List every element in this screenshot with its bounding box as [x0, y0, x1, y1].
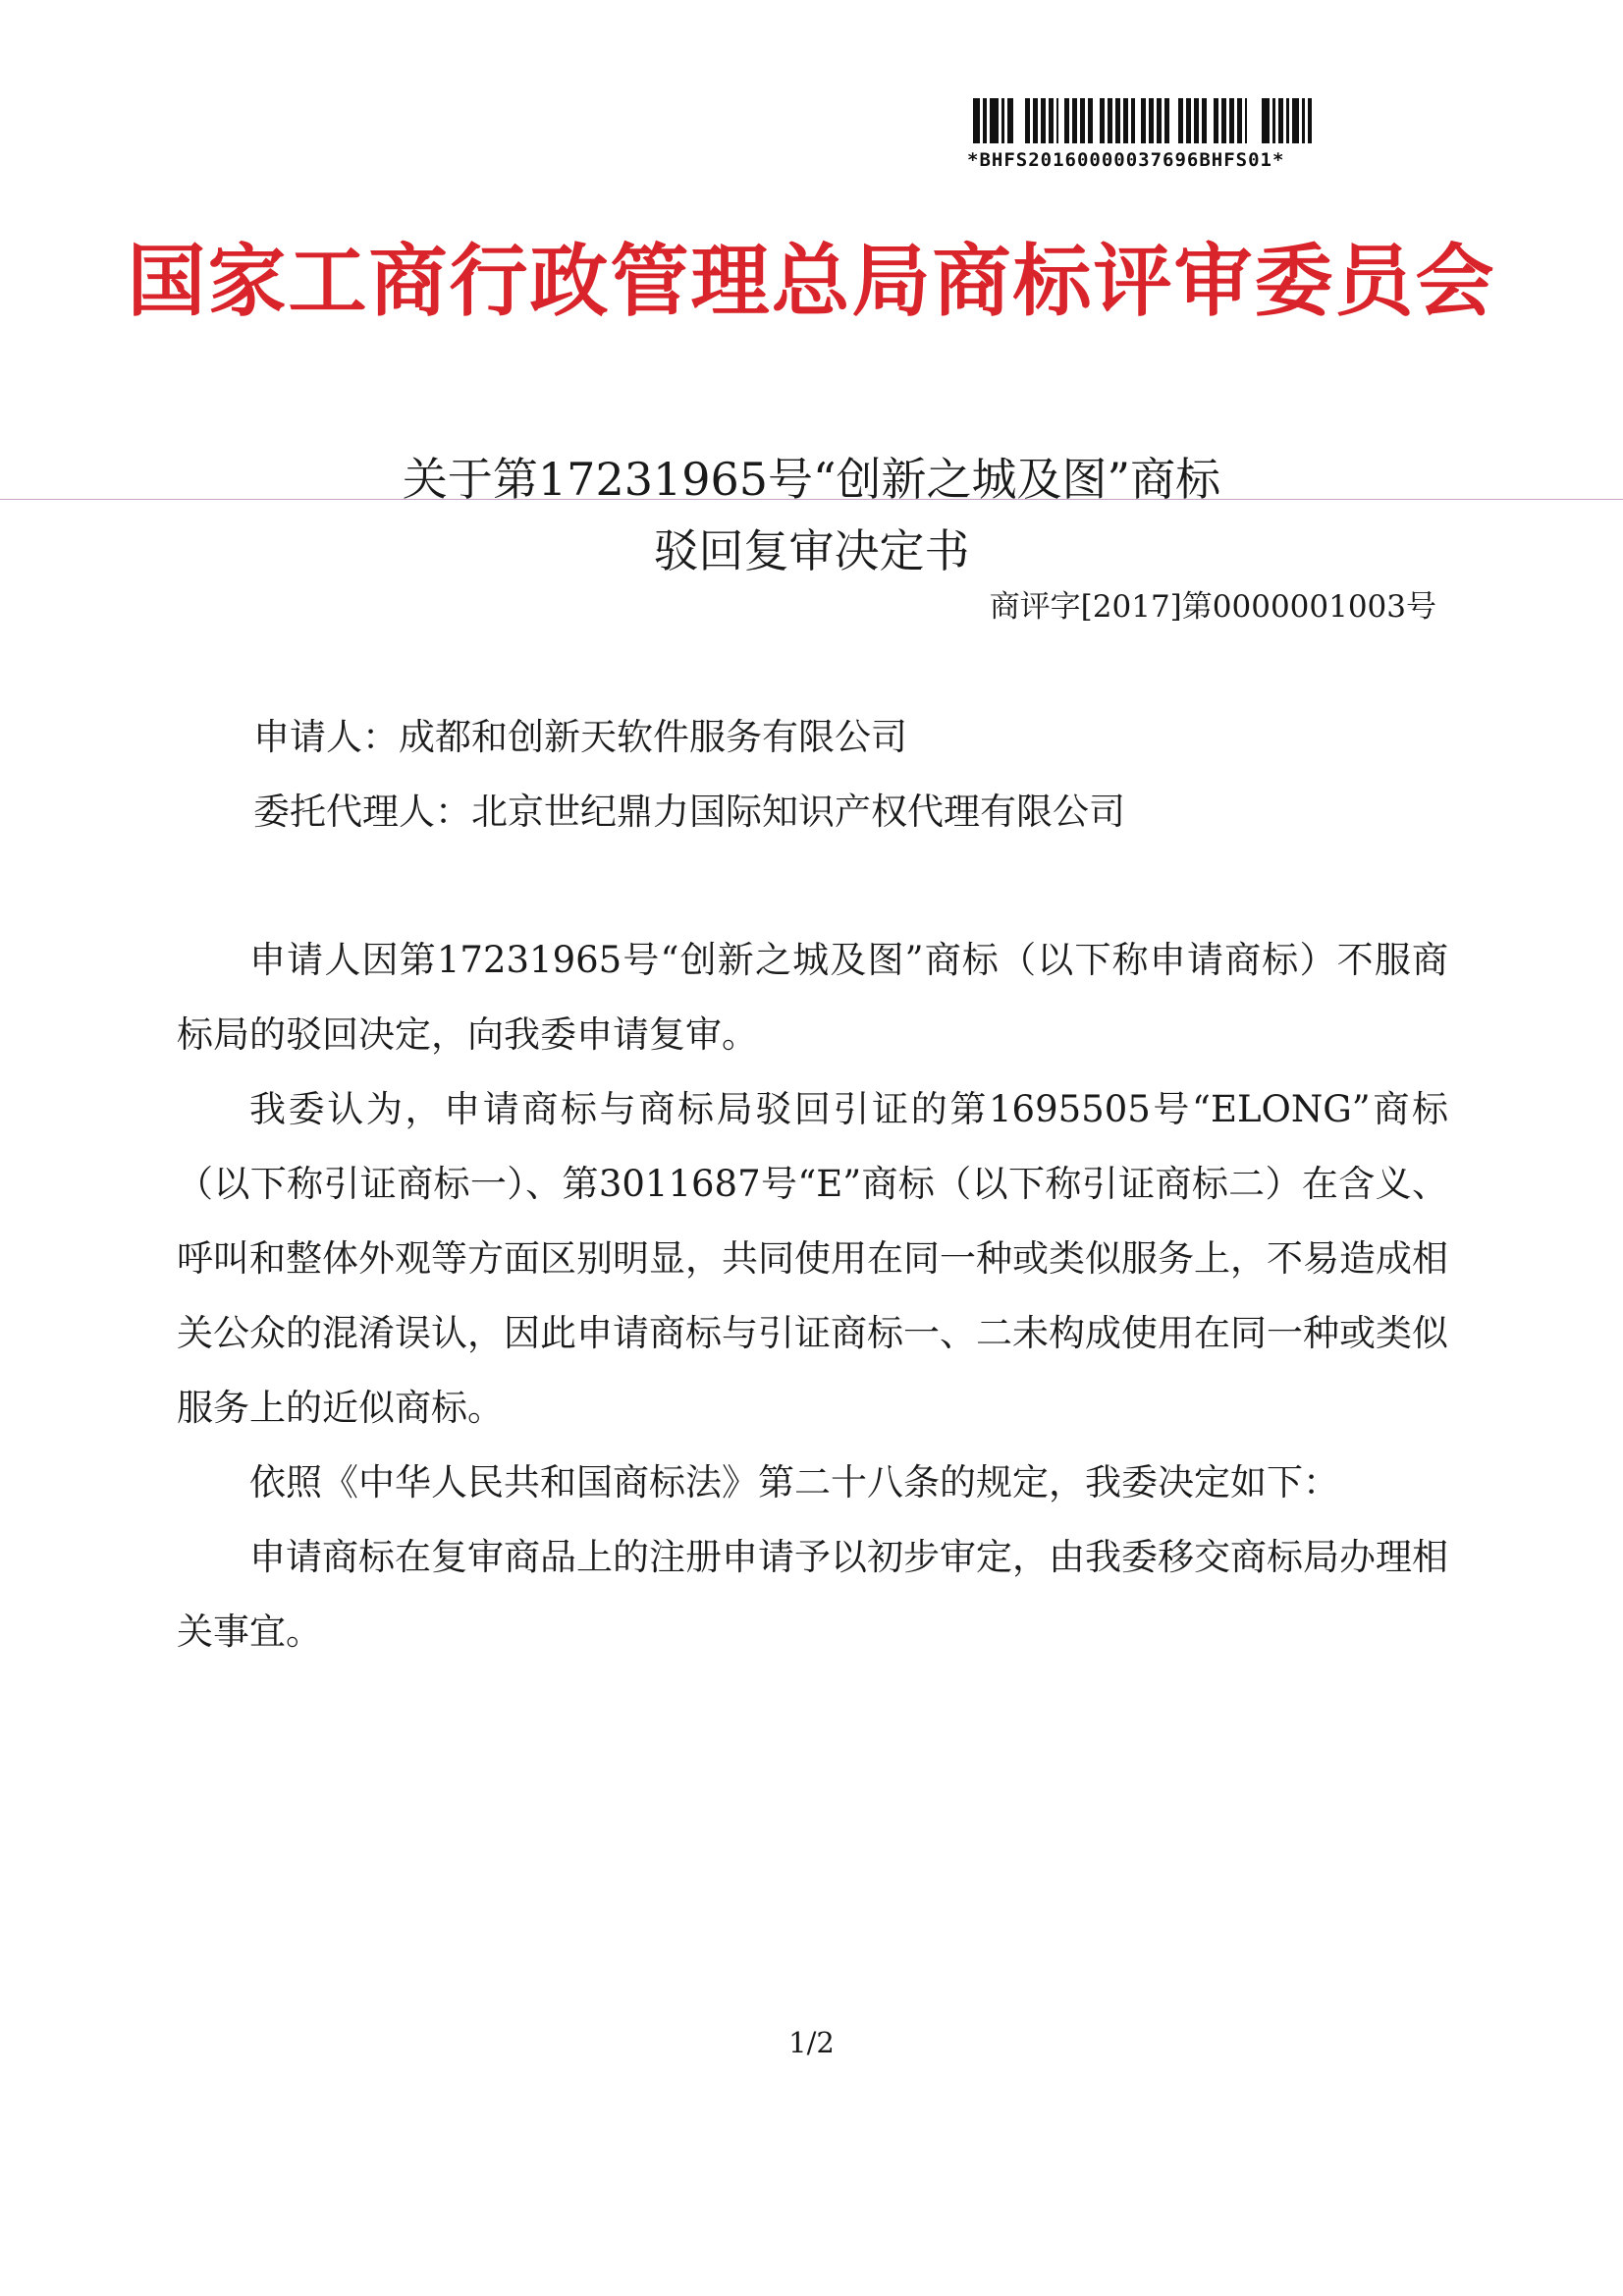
decision-body [177, 923, 1448, 1669]
paragraph-background: 申请人因第17231965号“创新之城及图”商标（以下称申请商标）不服商标局的驳回决定，向我委申请复审。 [177, 939, 1448, 1056]
agent-line: 委托代理人：北京世纪鼎力国际知识产权代理有限公司 [253, 791, 1125, 833]
paragraph-decision: 申请商标在复审商品上的注册申请予以初步审定，由我委移交商标局办理相关事宜。 [177, 1536, 1448, 1653]
barcode-image [973, 98, 1380, 143]
document-title-line-1: 关于第17231965号“创新之城及图”商标 [402, 453, 1221, 506]
letterhead-title: 国家工商行政管理总局商标评审委员会 [127, 236, 1496, 327]
applicant-line: 申请人：成都和创新天软件服务有限公司 [253, 716, 907, 758]
barcode-number: *BHFS20160000037696BHFS01* [967, 149, 1285, 171]
page-number: 1/2 [788, 2026, 835, 2059]
paragraph-legal-basis: 依照《中华人民共和国商标法》第二十八条的规定，我委决定如下： [249, 1461, 1339, 1503]
document-title-line-2: 驳回复审决定书 [653, 524, 970, 577]
document-barcode [967, 98, 1380, 171]
decision-reference-number: 商评字[2017]第0000001003号 [989, 589, 1436, 625]
paragraph-reasoning: 我委认为，申请商标与商标局驳回引证的第1695505号“ELONG”商标（以下称引证商标一）、第3011687号“E”商标（以下称引证商标二）在含义、呼叫和整体外观等方面区别明显，共同使用在同一种或类似服务上，不易造成相关公众的混淆误认，因此申请商标与引证商标一、二未构成使用在同一种或类似服务上的近似商标。 [177, 1088, 1448, 1429]
